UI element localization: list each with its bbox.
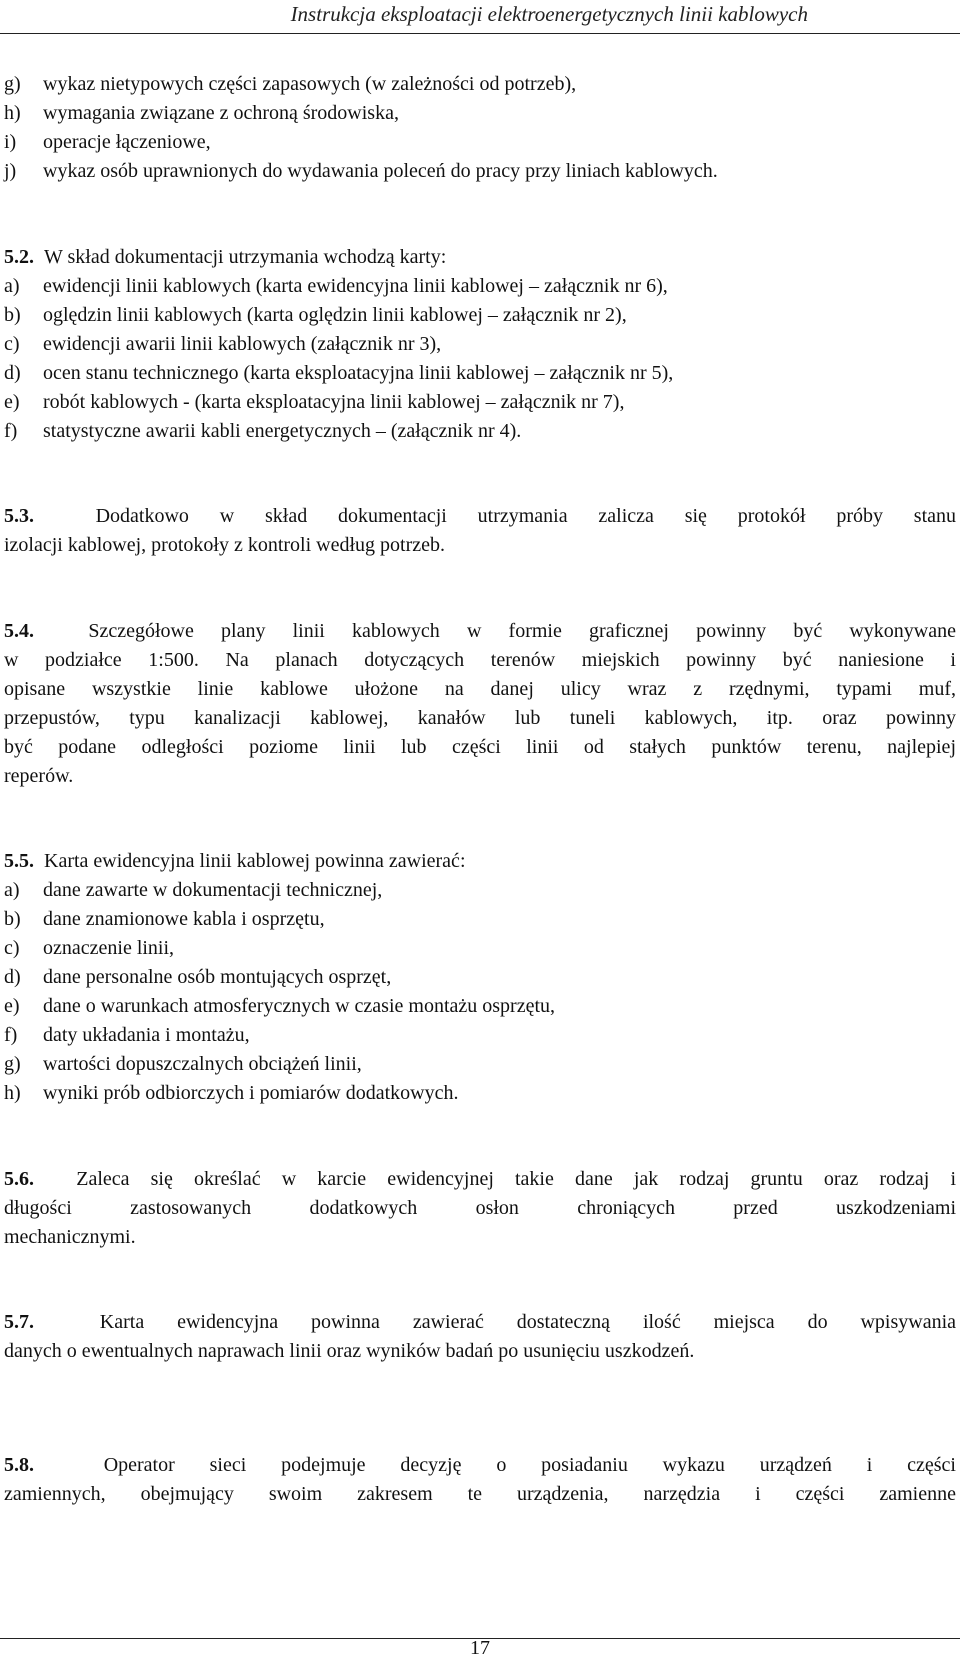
section-5-6-line: długości zastosowanych dodatkowych osłon chroniących przed uszkodzeniami (4, 1197, 956, 1219)
list-item-label: e) (4, 995, 20, 1017)
section-5-8-line: zamiennych, obejmujący swoim zakresem te urządzenia, narzędzia i części zamienne (4, 1483, 956, 1505)
section-5-4-line: być podane odległości poziome linii lub części linii od stałych punktów terenu, najlepiej (4, 736, 956, 758)
list-item: robót kablowych - (karta eksploatacyjna linii kablowej – załącznik nr 7), (43, 391, 625, 413)
list-item-label: e) (4, 391, 20, 413)
section-text: Operator sieci podejmuje decyzję o posiadaniu wykazu urządzeń i części (103, 1454, 956, 1476)
section-5-7-line (4, 1308, 956, 1336)
section-5-8-line (4, 1451, 956, 1479)
section-5-6-line (4, 1165, 956, 1193)
section-number: 5.6. (4, 1168, 34, 1190)
list-item: operacje łączeniowe, (43, 131, 211, 153)
list-item-label: c) (4, 937, 20, 959)
section-number: 5.3. (4, 505, 34, 527)
section-5-5-intro (4, 847, 960, 875)
section-number: 5.4. (4, 620, 34, 642)
section-5-4-line: opisane wszystkie linie kablowe ułożone na danej ulicy wraz z rzędnymi, typami muf, (4, 678, 956, 700)
list-item: oględzin linii kablowych (karta oględzin linii kablowej – załącznik nr 2), (43, 304, 627, 326)
list-item-label: i) (4, 131, 17, 153)
list-item: oznaczenie linii, (43, 937, 175, 959)
list-item: dane znamionowe kabla i osprzętu, (43, 908, 325, 930)
list-item-label: b) (4, 304, 21, 326)
section-text: Szczegółowe plany linii kablowych w formie graficznej powinny być wykonywane (88, 620, 956, 642)
section-number: 5.2. (4, 246, 34, 268)
section-number: 5.5. (4, 850, 34, 872)
list-item: ewidencji linii kablowych (karta ewidencyjna linii kablowej – załącznik nr 6), (43, 275, 668, 297)
list-item-label: d) (4, 966, 21, 988)
section-5-3-line (4, 502, 956, 530)
section-5-4-line: w podziałce 1:500. Na planach dotyczących terenów miejskich powinny być naniesione i (4, 649, 956, 671)
section-5-3-line: izolacji kablowej, protokoły z kontroli według potrzeb. (4, 534, 445, 556)
list-item-label: f) (4, 420, 18, 442)
list-item: dane personalne osób montujących osprzęt, (43, 966, 392, 988)
list-item-label: d) (4, 362, 21, 384)
list-item-label: f) (4, 1024, 18, 1046)
list-item: dane o warunkach atmosferycznych w czasie montażu osprzętu, (43, 995, 556, 1017)
section-number: 5.8. (4, 1454, 34, 1476)
list-item-label: h) (4, 1082, 21, 1104)
list-item-label: a) (4, 275, 20, 297)
section-5-7-line: danych o ewentualnych naprawach linii oraz wyników badań po usunięciu uszkodzeń. (4, 1340, 695, 1362)
list-item-label: g) (4, 1053, 21, 1075)
list-item: wykaz nietypowych części zapasowych (w zależności od potrzeb), (43, 73, 577, 95)
list-item: wartości dopuszczalnych obciążeń linii, (43, 1053, 362, 1075)
list-item: ewidencji awarii linii kablowych (załącznik nr 3), (43, 333, 442, 355)
list-item-label: b) (4, 908, 21, 930)
section-5-4-line: reperów. (4, 765, 74, 787)
list-item: wymagania związane z ochroną środowiska, (43, 102, 399, 124)
section-5-4-line: przepustów, typu kanalizacji kablowej, kanałów lub tuneli kablowych, itp. oraz powinny (4, 707, 956, 729)
section-text: Karta ewidencyjna powinna zawierać dostateczną ilość miejsca do wpisywania (99, 1311, 957, 1333)
list-item-label: g) (4, 73, 21, 95)
section-number: 5.7. (4, 1311, 34, 1333)
list-item: statystyczne awarii kabli energetycznych – (załącznik nr 4). (43, 420, 522, 442)
running-header: Instrukcja eksploatacji elektroenergetycznych linii kablowych (290, 2, 808, 26)
section-5-4-line (4, 617, 956, 645)
page-number: 17 (470, 1637, 490, 1659)
section-5-2-intro (4, 243, 960, 271)
list-item-label: h) (4, 102, 21, 124)
section-text: Zaleca się określać w karcie ewidencyjnej takie dane jak rodzaj gruntu oraz rodzaj i (76, 1168, 957, 1190)
section-text: Karta ewidencyjna linii kablowej powinna zawierać: (44, 850, 466, 872)
list-item: dane zawarte w dokumentacji technicznej, (43, 879, 383, 901)
list-item: ocen stanu technicznego (karta eksploatacyjna linii kablowej – załącznik nr 5), (43, 362, 674, 384)
list-item-label: c) (4, 333, 20, 355)
list-item: wykaz osób uprawnionych do wydawania poleceń do pracy przy liniach kablowych. (43, 160, 718, 182)
section-text: W skład dokumentacji utrzymania wchodzą karty: (44, 246, 447, 268)
list-item-label: j) (4, 160, 17, 182)
section-text: Dodatkowo w skład dokumentacji utrzymania zalicza się protokół próby stanu (95, 505, 956, 527)
list-item-label: a) (4, 879, 20, 901)
list-item: daty układania i montażu, (43, 1024, 250, 1046)
list-item: wyniki prób odbiorczych i pomiarów dodatkowych. (43, 1082, 459, 1104)
section-5-6-line: mechanicznymi. (4, 1226, 136, 1248)
